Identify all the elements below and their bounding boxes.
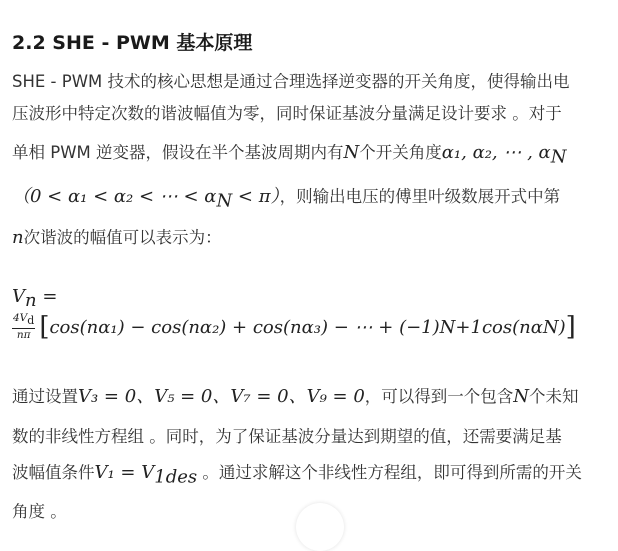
p2-math-V1: V₁ = V (94, 462, 155, 483)
formula-eq: = (36, 286, 58, 307)
line5-text: 次谐波的幅值可以表示为： (23, 228, 222, 247)
paragraph2-line-2: 数的非线性方程组 。同时，为了保证基波分量达到期望的值，还需要满足基 (12, 427, 562, 446)
math-N: N (343, 142, 360, 163)
p2-line3-b: 。通过求解这个非线性方程组，即可得到所需的开关 (197, 463, 582, 482)
fraction-numerator: 4V (13, 312, 28, 325)
p2-math-conditions: V₃ = 0、V₅ = 0、V₇ = 0、V₉ = 0 (78, 386, 365, 407)
formula-lhs (12, 286, 57, 311)
p2-line1-a: 通过设置 (12, 387, 78, 406)
formula-series-tail: cos(nα (481, 316, 543, 338)
formula-series-tail-sub: N (542, 316, 559, 338)
paragraph-line-3 (12, 141, 566, 169)
p2-math-V1-sub: 1des (154, 466, 198, 488)
math-inequality-end: < π） (232, 186, 280, 207)
formula-V-sub: n (25, 290, 37, 312)
p2-line3-a: 波幅值条件 (12, 463, 95, 482)
formula-rhs (12, 312, 576, 342)
p2-math-N: N (513, 386, 530, 407)
formula-series-end: ) (558, 316, 566, 338)
document-page (12, 0, 618, 523)
formula-V: V (12, 286, 25, 307)
paragraph2-line-4: 角度 。 (12, 502, 67, 521)
formula-fraction (12, 312, 35, 341)
line3-text2: 个开关角度 (359, 143, 442, 162)
math-alpha-sub: N (550, 146, 567, 168)
paragraph2-line-3 (12, 461, 582, 489)
line4-text: ，则输出电压的傅里叶级数展开式中第 (279, 187, 561, 206)
paragraph-line-4 (12, 185, 560, 213)
line3-text: 单相 PWM 逆变器，假设在半个基波周期内有 (12, 143, 344, 162)
p2-line1-d: 个未知 (529, 387, 579, 406)
section-heading: 2.2 SHE - PWM 基本原理 (12, 32, 253, 54)
bracket-open: [ (39, 312, 50, 342)
paragraph2-line-1 (12, 385, 579, 409)
math-inequality: （0 < α₁ < α₂ < ⋯ < α (12, 186, 217, 207)
paragraph-line-1: SHE - PWM 技术的核心思想是通过合理选择逆变器的开关角度，使得输出电 (12, 72, 570, 91)
math-alpha-list: α₁, α₂, ⋯ , α (441, 142, 551, 163)
paragraph-line-5 (12, 226, 222, 250)
bracket-close: ] (565, 312, 576, 342)
fraction-denominator: nπ (16, 328, 31, 341)
math-n: n (12, 227, 24, 248)
formula-series-sup: N+1 (439, 316, 482, 338)
math-inequality-sub: N (216, 190, 233, 212)
fraction-numerator-sub: d (27, 314, 35, 328)
p2-line1-c: ，可以得到一个包含 (364, 387, 514, 406)
floating-action-button[interactable] (296, 503, 344, 551)
formula-series: cos(nα₁) − cos(nα₂) + cos(nα₃) − ⋯ + (−1) (49, 316, 440, 338)
paragraph-line-2: 压波形中特定次数的谐波幅值为零，同时保证基波分量满足设计要求 。对于 (12, 104, 562, 123)
